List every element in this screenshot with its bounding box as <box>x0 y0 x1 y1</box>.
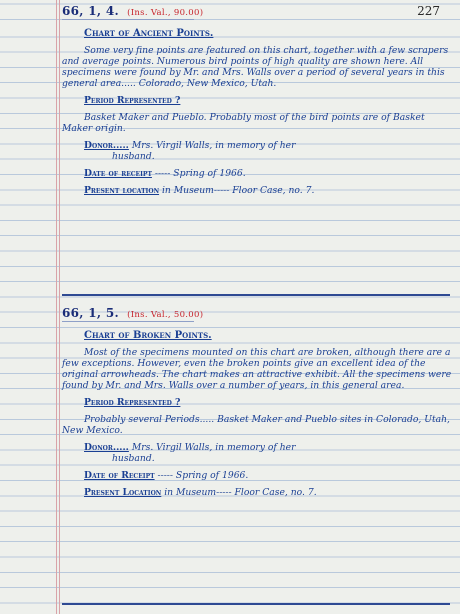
page-number: 227 <box>417 4 440 18</box>
catalog-number: 66, 1, 4. <box>62 4 119 18</box>
margin-line-left-inner <box>59 0 60 614</box>
receipt-row <box>84 168 452 179</box>
entry-description: Some very fine points are featured on this chart, together with a few scrapers and average points. Numerous bird points of high quality are shown here. All specimens were found by Mr. and Mrs. Walls over a period of several years in this general area..... Colorado, New Mexico, Utah. <box>62 45 449 89</box>
donor-text: Mrs. Virgil Walls, in memory of her <box>131 140 296 151</box>
location-row <box>84 487 452 498</box>
entry-description: Most of the specimens mounted on this chart are broken, although there are a few exceptions. However, even the broken points give an excellent idea of the original arrowheads. The chart makes an attractive exhibit. All the specimens were found by Mr. and Mrs. Walls over a number of years, in this general area. <box>62 347 452 391</box>
catalog-number: 66, 1, 5. <box>62 306 119 320</box>
margin-line-left <box>56 0 57 614</box>
bottom-divider <box>62 603 450 605</box>
period-label: Period Represented ? <box>84 397 181 408</box>
donor-text-continued: husband. <box>112 151 155 162</box>
donor-text: Mrs. Virgil Walls, in memory of her <box>131 442 296 453</box>
insured-value: (Ins. Val., 90.00) <box>127 8 204 18</box>
period-heading <box>84 95 452 106</box>
receipt-text: ----- Spring of 1966. <box>157 470 249 481</box>
receipt-label: Date of Receipt <box>84 470 155 481</box>
receipt-row <box>84 470 452 481</box>
location-text: in Museum----- Floor Case, no. 7. <box>161 185 315 196</box>
entry-header <box>62 4 452 18</box>
catalog-entry <box>62 4 452 196</box>
donor-text-continued: husband. <box>112 453 155 464</box>
receipt-label: Date of receipt <box>84 168 152 179</box>
location-label: Present Location <box>84 487 162 498</box>
location-row <box>84 185 452 196</box>
location-label: Present location <box>84 185 160 196</box>
entry-title: Chart of Ancient Points. <box>84 28 214 39</box>
entry-title: Chart of Broken Points. <box>84 330 212 341</box>
location-text: in Museum----- Floor Case, no. 7. <box>164 487 317 498</box>
donor-label: Donor..... <box>84 140 129 151</box>
section-divider <box>62 294 450 296</box>
donor-row <box>84 140 452 151</box>
insured-value: (Ins. Val., 50.00) <box>127 310 204 320</box>
donor-row <box>84 442 452 453</box>
period-text: Probably several Periods..... Basket Maker and Pueblo sites in Colorado, Utah, New Mexico. <box>62 414 450 436</box>
period-heading <box>84 397 452 408</box>
header-underline <box>62 19 194 20</box>
entry-header <box>62 306 452 320</box>
period-text: Basket Maker and Pueblo. Probably most of the bird points are of Basket Maker origin. <box>62 112 425 134</box>
period-label: Period Represented ? <box>84 95 181 106</box>
receipt-text: ----- Spring of 1966. <box>154 168 246 179</box>
header-underline <box>62 321 194 322</box>
catalog-entry <box>62 306 452 498</box>
donor-label: Donor..... <box>84 442 129 453</box>
